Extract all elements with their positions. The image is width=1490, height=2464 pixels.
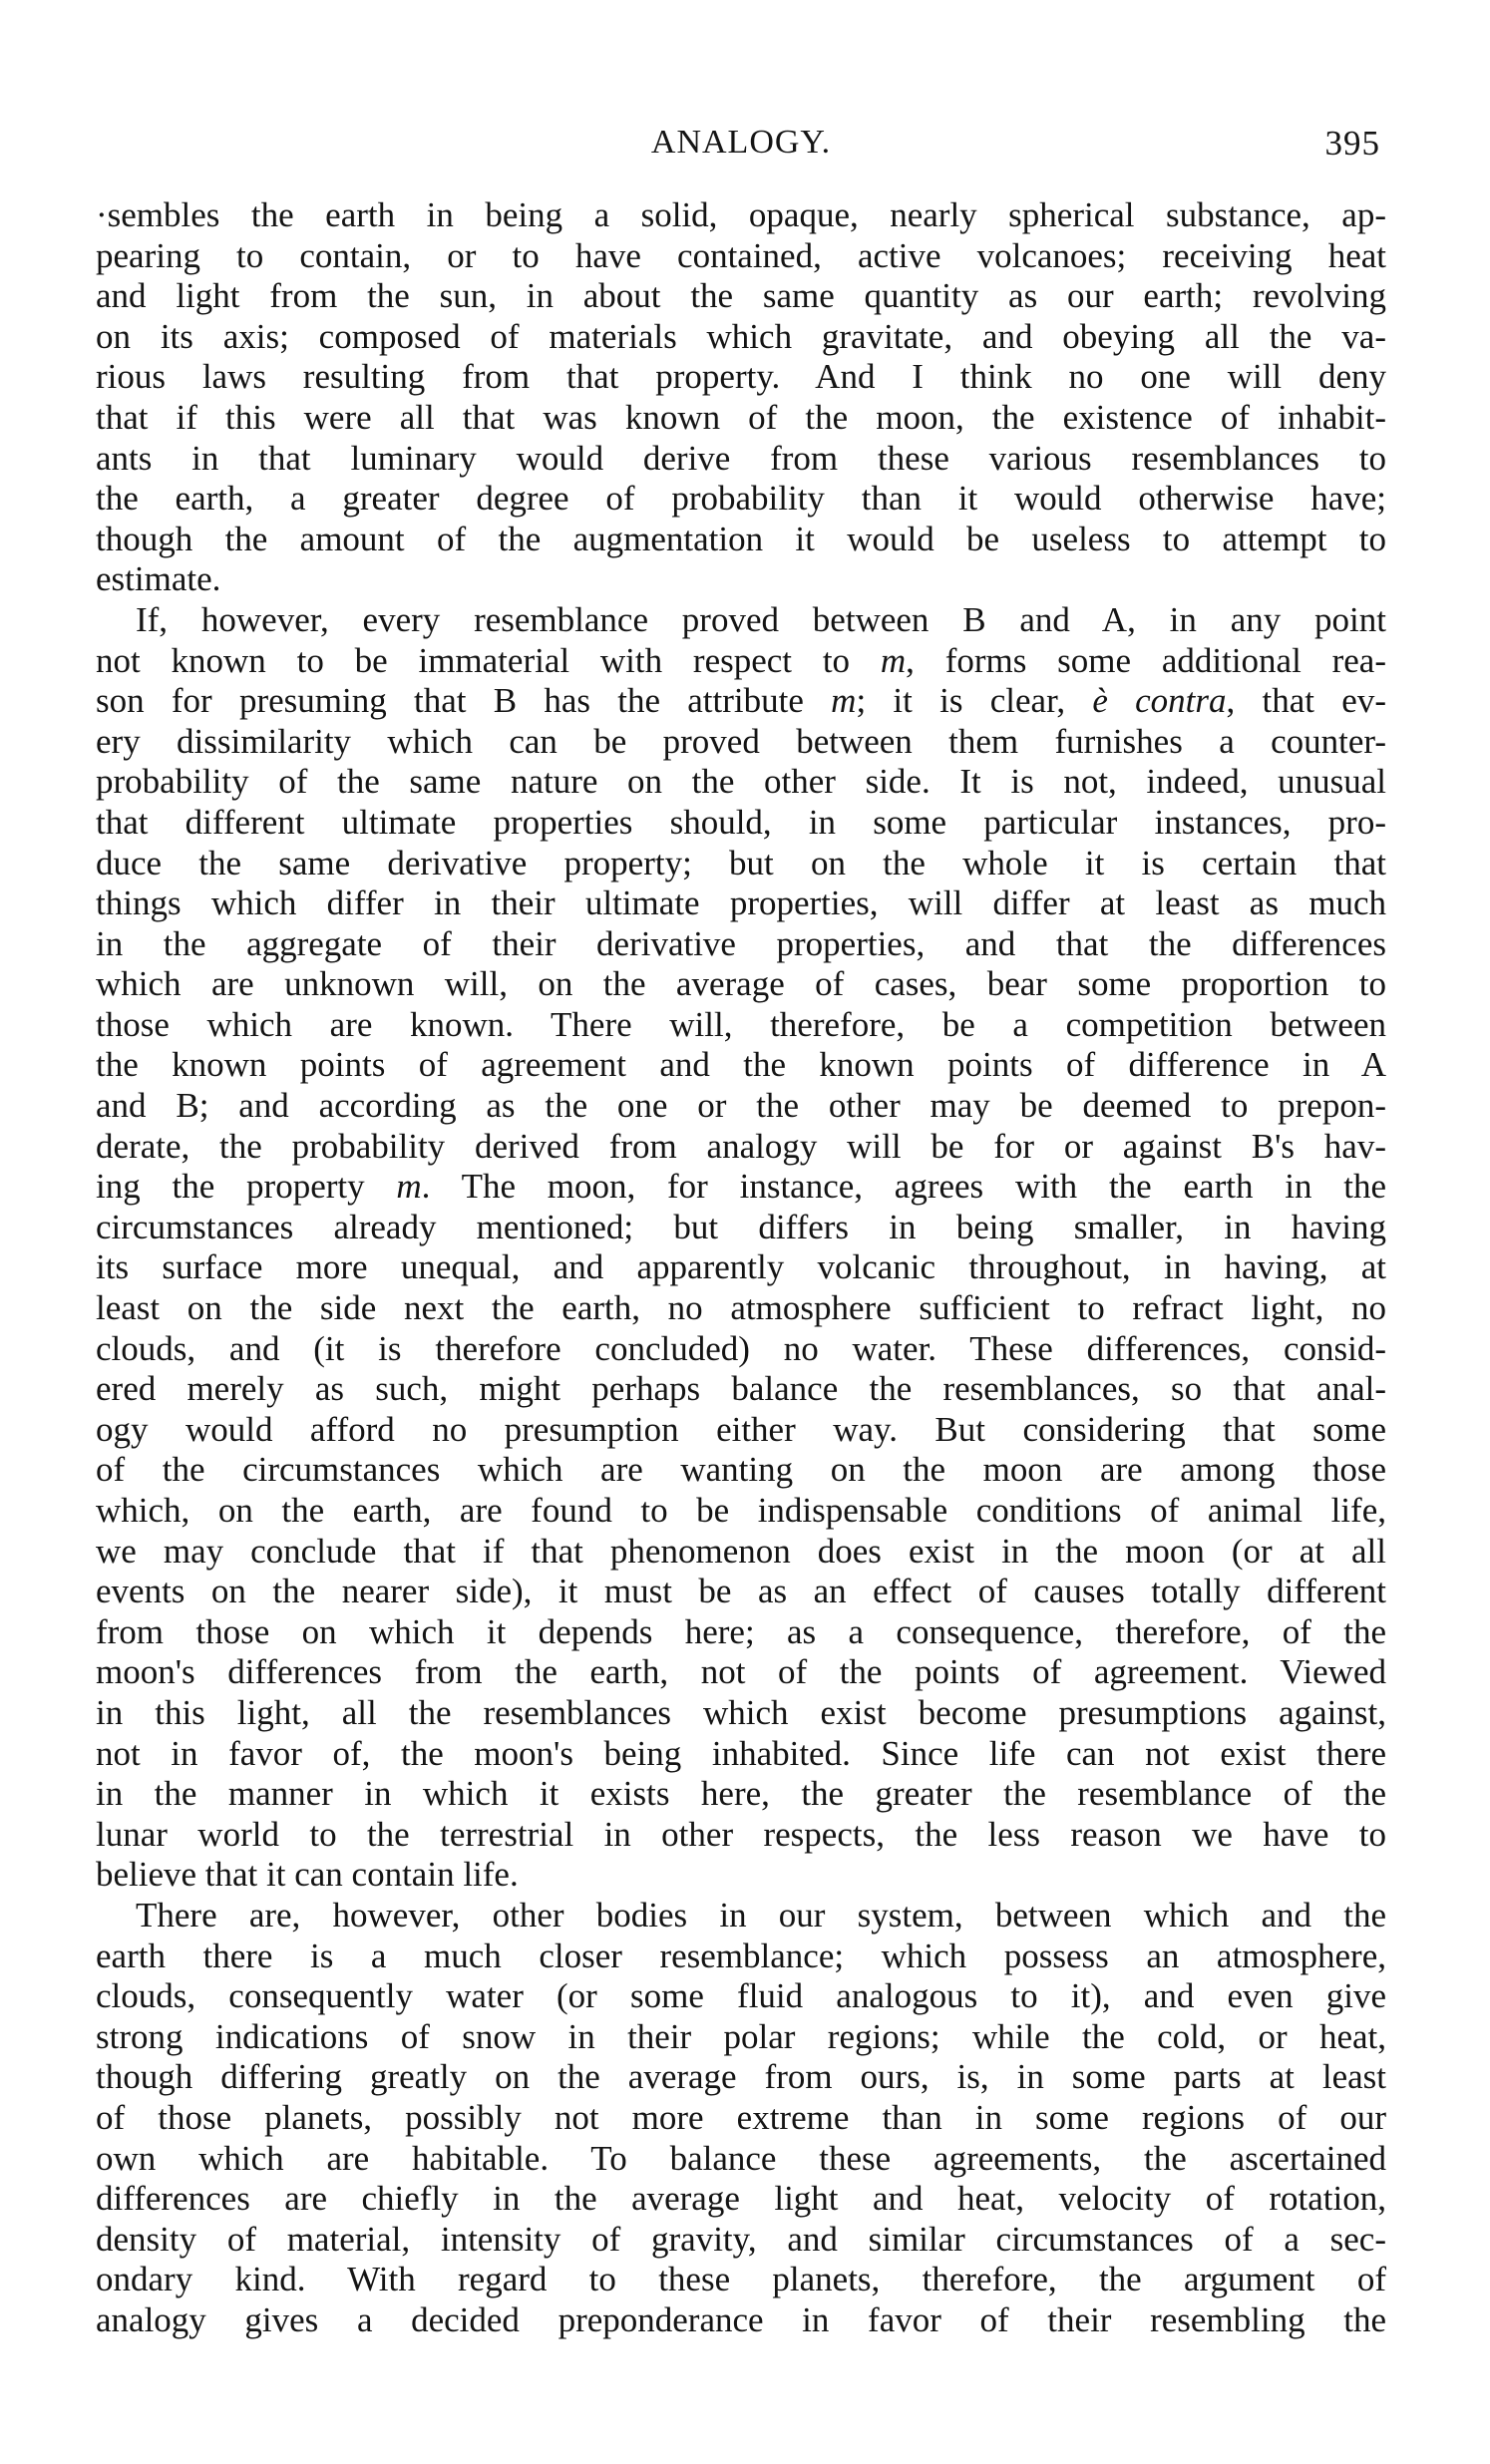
text-line: those which are known. There will, therefore, be a competition between	[96, 1004, 1386, 1044]
body-text	[96, 195, 1386, 2340]
text-line: strong indications of snow in their polar regions; while the cold, or heat,	[96, 2016, 1386, 2056]
paragraph	[96, 1896, 1386, 2341]
text-line: ondary kind. With regard to these planets, therefore, the argument of	[96, 2260, 1386, 2299]
text-line: in the aggregate of their derivative properties, and that the differences	[96, 923, 1386, 963]
page-header	[96, 124, 1386, 174]
text-line: the earth, a greater degree of probability than it would otherwise have;	[96, 479, 1386, 519]
text-line: we may conclude that if that phenomenon does exist in the moon (or at all	[96, 1531, 1386, 1571]
text-line: in the manner in which it exists here, the greater the resemblance of the	[96, 1774, 1386, 1814]
paragraph	[96, 195, 1386, 600]
text-line: believe that it can contain life.	[96, 1855, 519, 1895]
text-line: own which are habitable. To balance these agreements, the ascertained	[96, 2138, 1386, 2178]
text-line: rious laws resulting from that property. And I think no one will deny	[96, 357, 1386, 397]
text-line: ants in that luminary would derive from these various resemblances to	[96, 438, 1386, 478]
text-line: duce the same derivative property; but on the whole it is certain that	[96, 843, 1386, 882]
text-line: clouds, and (it is therefore concluded) no water. These differences, consid-	[96, 1328, 1386, 1368]
text-line: and B; and according as the one or the other may be deemed to prepon-	[96, 1086, 1386, 1126]
text-line: ing the property m. The moon, for instance, agrees with the earth in the	[96, 1167, 1386, 1207]
text-line: of the circumstances which are wanting on the moon are among those	[96, 1450, 1386, 1490]
text-line: If, however, every resemblance proved between B and A, in any point	[136, 599, 1386, 639]
paragraph	[96, 600, 1386, 1896]
text-line: though differing greatly on the average from ours, is, in some parts at least	[96, 2057, 1386, 2097]
text-line: least on the side next the earth, no atmosphere sufficient to refract light, no	[96, 1288, 1386, 1328]
text-line: not known to be immaterial with respect to m, forms some additional rea-	[96, 640, 1386, 680]
text-line: moon's differences from the earth, not of the points of agreement. Viewed	[96, 1652, 1386, 1692]
text-line: and light from the sun, in about the same quantity as our earth; revolving	[96, 276, 1386, 316]
text-line: lunar world to the terrestrial in other respects, the less reason we have to	[96, 1814, 1386, 1854]
text-line: earth there is a much closer resemblance; which possess an atmosphere,	[96, 1936, 1386, 1975]
text-line: density of material, intensity of gravity, and similar circumstances of a sec-	[96, 2219, 1386, 2259]
text-line: things which differ in their ultimate properties, will differ at least as much	[96, 883, 1386, 923]
text-line: ·sembles the earth in being a solid, opaque, nearly spherical substance, ap-	[96, 195, 1386, 234]
text-line: though the amount of the augmentation it would be useless to attempt to	[96, 519, 1386, 558]
text-line: in this light, all the resemblances which exist become presumptions against,	[96, 1692, 1386, 1732]
text-line: from those on which it depends here; as a consequence, therefore, of the	[96, 1611, 1386, 1651]
text-line: differences are chiefly in the average light and heat, velocity of rotation,	[96, 2179, 1386, 2219]
text-line: pearing to contain, or to have contained, active volcanoes; receiving heat	[96, 235, 1386, 275]
text-line: ered merely as such, might perhaps balance the resemblances, so that anal-	[96, 1369, 1386, 1409]
text-line: that different ultimate properties should, in some particular instances, pro-	[96, 802, 1386, 842]
text-line: clouds, consequently water (or some fluid analogous to it), and even give	[96, 1976, 1386, 2016]
text-line: probability of the same nature on the other side. It is not, indeed, unusual	[96, 762, 1386, 802]
text-line: of those planets, possibly not more extreme than in some regions of our	[96, 2097, 1386, 2137]
text-line: ery dissimilarity which can be proved between them furnishes a counter-	[96, 721, 1386, 761]
text-line: analogy gives a decided preponderance in favor of their resembling the	[96, 2299, 1386, 2339]
page-number: 395	[1324, 124, 1380, 163]
text-line: derate, the probability derived from analogy will be for or against B's hav-	[96, 1126, 1386, 1166]
text-line: not in favor of, the moon's being inhabited. Since life can not exist there	[96, 1733, 1386, 1773]
text-line: its surface more unequal, and apparently volcanic throughout, in having, at	[96, 1247, 1386, 1287]
text-line: son for presuming that B has the attribute m; it is clear, è contra, that ev-	[96, 681, 1386, 721]
text-line: estimate.	[96, 559, 221, 599]
running-head: ANALOGY.	[650, 124, 832, 161]
text-line: There are, however, other bodies in our system, between which and the	[136, 1895, 1386, 1935]
text-line: on its axis; composed of materials which gravitate, and obeying all the va-	[96, 316, 1386, 356]
text-line: which are unknown will, on the average of cases, bear some proportion to	[96, 964, 1386, 1004]
text-line: the known points of agreement and the known points of difference in A	[96, 1045, 1386, 1085]
text-line: that if this were all that was known of the moon, the existence of inhabit-	[96, 397, 1386, 437]
text-line: circumstances already mentioned; but differs in being smaller, in having	[96, 1207, 1386, 1246]
text-line: ogy would afford no presumption either way. But considering that some	[96, 1409, 1386, 1449]
text-line: which, on the earth, are found to be indispensable conditions of animal life,	[96, 1491, 1386, 1530]
text-line: events on the nearer side), it must be as an effect of causes totally different	[96, 1572, 1386, 1611]
